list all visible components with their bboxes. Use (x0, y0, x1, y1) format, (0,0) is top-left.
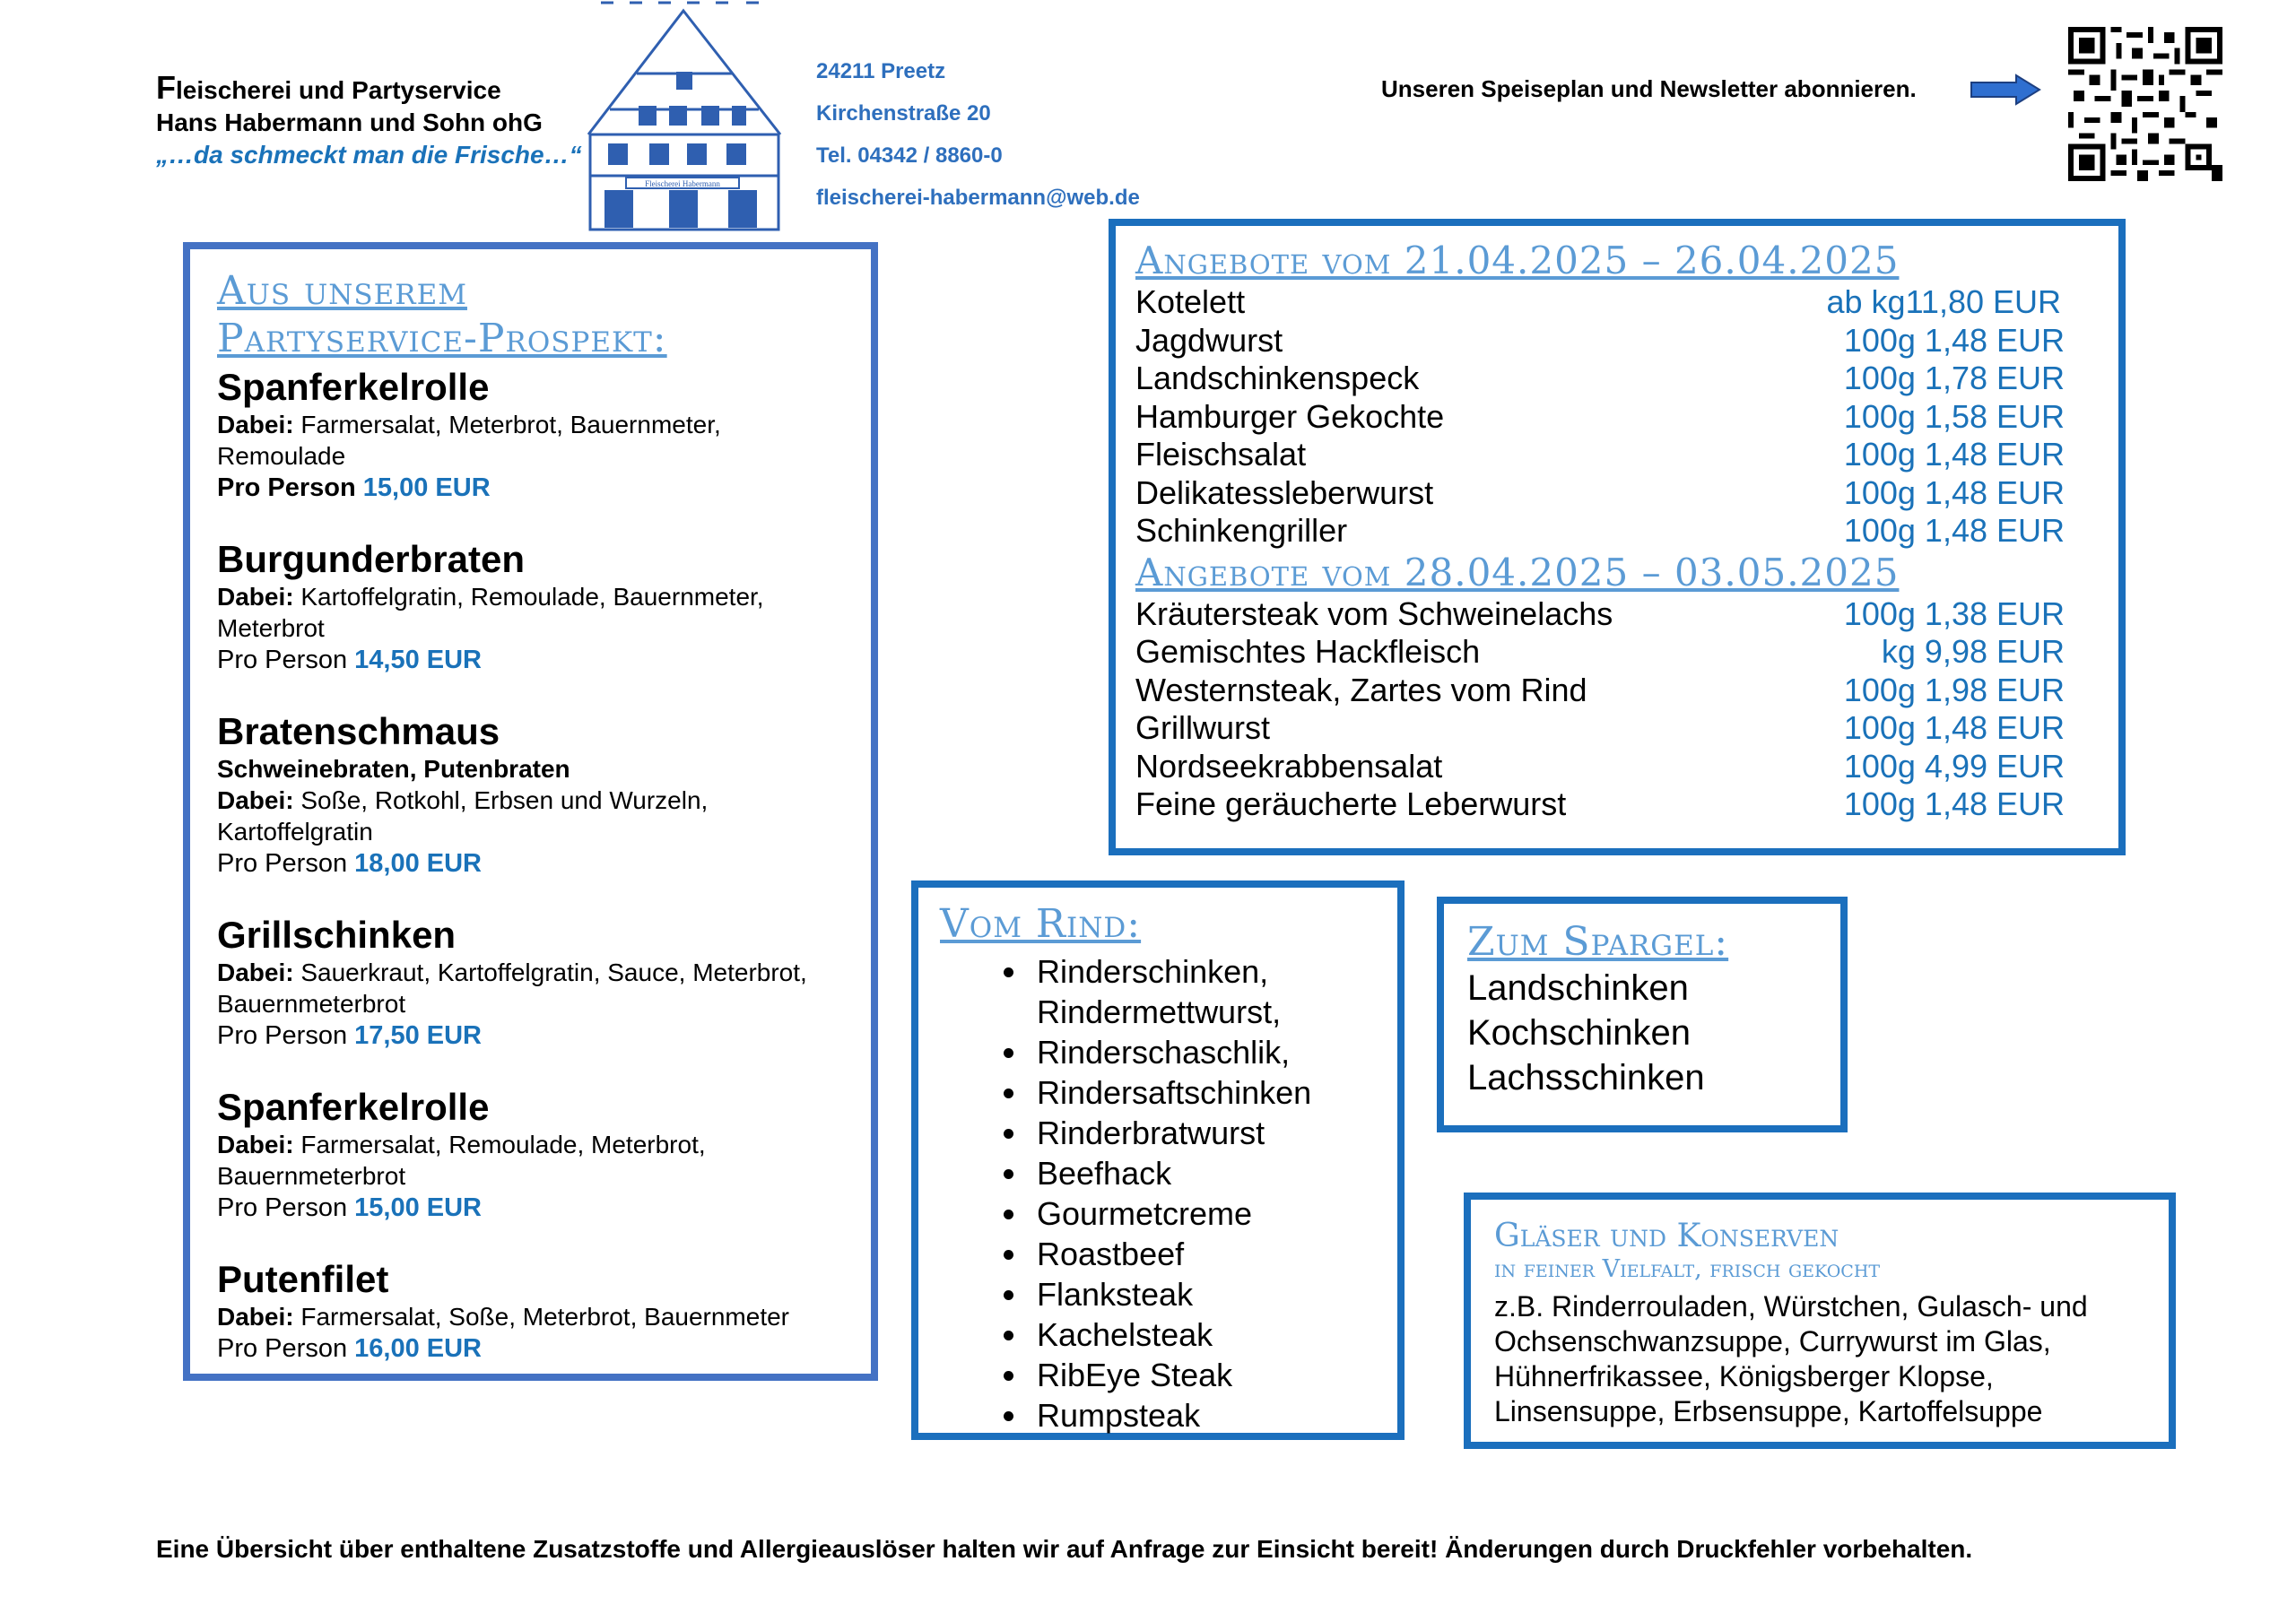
dabei-label: Dabei: (217, 1303, 294, 1331)
price-label: Pro Person (217, 646, 348, 674)
offers-week1-title: Angebote vom 21.04.2025 – 26.04.2025 (1135, 239, 1900, 282)
address-email: fleischerei-habermann@web.de (816, 186, 1140, 210)
party-item (217, 1258, 846, 1365)
party-item-desc (217, 1129, 846, 1192)
offers-box (1109, 219, 2126, 855)
shop-sign-text: Fleischerei Habermann (645, 179, 720, 188)
dabei-label: Dabei: (217, 786, 294, 814)
party-item-name: Spanferkelrolle (217, 1086, 490, 1128)
offer-row (1135, 748, 2093, 786)
list-item: Kochschinken (1467, 1013, 1692, 1053)
party-item-price: 16,00 EUR (354, 1334, 482, 1363)
arrow-right-icon (1970, 74, 2041, 106)
offer-row (1135, 322, 2093, 360)
offer-name: Landschinkenspeck (1135, 360, 1420, 396)
dabei-label: Dabei: (217, 411, 294, 438)
partyservice-title-line1: Aus unserem (217, 268, 467, 314)
party-item-sides: Farmersalat, Soße, Meterbrot, Bauernmeter (293, 1303, 790, 1331)
party-item-name: Spanferkelrolle (217, 366, 490, 408)
price-label: Pro Person (217, 1334, 348, 1363)
offers-week2-title: Angebote vom 28.04.2025 – 03.05.2025 (1135, 550, 1900, 594)
offer-price: 100g 4,99 EUR (1843, 747, 2065, 785)
company-name-rest: leischerei und Partyservice (176, 76, 501, 104)
party-item (217, 1086, 846, 1224)
party-item-sub: Schweinebraten, Putenbraten (217, 755, 570, 783)
offer-name: Westernsteak, Zartes vom Rind (1135, 671, 1587, 708)
list-item: • Roastbeef (1030, 1234, 1397, 1274)
offer-row (1135, 474, 2093, 513)
newsletter-text: Unseren Speiseplan und Newsletter abonnieren. (1381, 75, 1917, 102)
party-item-sides: Soße, Rotkohl, Erbsen und Wurzeln, Kartoffelgratin (217, 786, 709, 846)
price-label: Pro Person (217, 1021, 348, 1050)
offer-name: Gemischtes Hackfleisch (1135, 633, 1481, 670)
party-item-price: 15,00 EUR (354, 1193, 482, 1222)
dabei-label: Dabei: (217, 1131, 294, 1158)
offer-price: 100g 1,48 EUR (1843, 473, 2065, 511)
list-item: • RibEye Steak (1030, 1355, 1397, 1395)
company-name-line2: Hans Habermann und Sohn ohG (156, 108, 543, 136)
vom-rind-title: Vom Rind: (940, 901, 1142, 947)
company-header (156, 69, 582, 171)
party-item-name: Grillschinken (217, 914, 457, 956)
offer-row (1135, 709, 2093, 748)
offer-name: Feine geräucherte Leberwurst (1135, 785, 1567, 822)
address-block (816, 50, 1140, 219)
list-item: • Rindersaftschinken (1030, 1072, 1397, 1113)
house-logo (583, 0, 798, 235)
company-initial: F (156, 69, 176, 106)
vom-rind-list (940, 951, 1397, 1436)
party-item-desc (217, 581, 846, 644)
list-item: • Kachelsteak (1030, 1314, 1397, 1355)
offer-name: Delikatessleberwurst (1135, 473, 1434, 511)
party-item-desc (217, 1301, 846, 1332)
party-item-price: 14,50 EUR (354, 646, 482, 674)
party-item-sides: Farmersalat, Remoulade, Meterbrot, Bauernmeterbrot (217, 1131, 706, 1190)
party-item-price-line (217, 847, 846, 880)
offer-name: Kotelett (1135, 283, 1246, 320)
party-item (217, 710, 846, 880)
partyservice-title-line2: Partyservice-Prospekt: (217, 316, 667, 361)
party-item-desc (217, 957, 846, 1019)
party-item-price: 18,00 EUR (354, 849, 482, 878)
party-item-price-line (217, 472, 846, 504)
party-item (217, 538, 846, 676)
party-item-price-line (217, 1019, 846, 1052)
offer-price: 100g 1,48 EUR (1843, 709, 2065, 746)
footer-disclaimer: Eine Übersicht über enthaltene Zusatzstoffe und Allergieauslöser halten wir auf Anfrage zur Einsicht bereit! Änderungen durch Druckfehler vorbehalten. (156, 1535, 1973, 1563)
partyservice-title (217, 267, 846, 362)
glaeser-title: Gläser und Konserven (1494, 1218, 1839, 1254)
list-item: Lachsschinken (1467, 1058, 1705, 1097)
dabei-label: Dabei: (217, 583, 294, 611)
qr-code-icon[interactable] (2068, 27, 2222, 181)
dabei-label: Dabei: (217, 958, 294, 986)
party-item-price: 17,50 EUR (354, 1021, 482, 1050)
offer-price: ab kg11,80 EUR (1826, 283, 2061, 320)
glaeser-box (1464, 1193, 2176, 1449)
offer-price: 100g 1,38 EUR (1843, 594, 2065, 632)
offer-price: 100g 1,48 EUR (1843, 512, 2065, 549)
offer-price: kg 9,98 EUR (1881, 633, 2065, 670)
zum-spargel-title: Zum Spargel: (1467, 919, 1729, 965)
price-label: Pro Person (217, 1193, 348, 1222)
offer-row (1135, 595, 2093, 634)
partyservice-box (183, 242, 878, 1381)
list-item: • Rinderschinken, Rindermettwurst, (1030, 951, 1306, 1032)
offer-name: Kräutersteak vom Schweinelachs (1135, 594, 1613, 632)
glaeser-text: z.B. Rinderrouladen, Würstchen, Gulasch- und Ochsenschwanzsuppe, Currywurst im Glas, Hühnerfrikassee, Königsberger Klopse, Linsensuppe, Erbsensuppe, Kartoffelsuppe (1494, 1290, 2088, 1427)
zum-spargel-box (1437, 897, 1848, 1132)
address-street: Kirchenstraße 20 (816, 101, 991, 126)
list-item: • Rinderbratwurst (1030, 1113, 1397, 1153)
party-item (217, 366, 846, 504)
party-item-desc (217, 785, 846, 847)
offer-row (1135, 672, 2093, 710)
company-slogan: „…da schmeckt man die Frische…“ (156, 141, 582, 169)
party-item-price-line (217, 644, 846, 676)
list-item: • Rinderschaschlik, (1030, 1032, 1397, 1072)
offer-name: Fleischsalat (1135, 436, 1307, 473)
list-item: • Flanksteak (1030, 1274, 1397, 1314)
address-phone: Tel. 04342 / 8860-0 (816, 143, 1003, 168)
offer-name: Grillwurst (1135, 709, 1270, 746)
party-item-desc (217, 409, 846, 472)
offer-row (1135, 633, 2093, 672)
list-item: • Rumpsteak (1030, 1395, 1397, 1436)
party-item-price-line (217, 1192, 846, 1224)
party-item-name: Bratenschmaus (217, 710, 500, 752)
price-label: Pro Person (217, 849, 348, 878)
party-item-price: 15,00 EUR (362, 473, 491, 502)
offer-name: Hamburger Gekochte (1135, 397, 1445, 435)
list-item: • Gourmetcreme (1030, 1193, 1397, 1234)
offer-name: Schinkengriller (1135, 512, 1348, 549)
offer-price: 100g 1,58 EUR (1843, 397, 2065, 435)
offer-price: 100g 1,48 EUR (1843, 785, 2065, 822)
party-item (217, 914, 846, 1052)
offer-row (1135, 512, 2093, 551)
offer-price: 100g 1,78 EUR (1843, 360, 2065, 396)
party-item-name: Putenfilet (217, 1258, 389, 1300)
offer-price: 100g 1,48 EUR (1843, 436, 2065, 473)
offer-name: Jagdwurst (1135, 321, 1283, 359)
glaeser-subtitle: in feiner Vielfalt, frisch gekocht (1494, 1255, 1881, 1283)
address-postal: 24211 Preetz (816, 59, 946, 83)
company-name-line1 (156, 69, 582, 107)
party-item-sides: Farmersalat, Meterbrot, Bauernmeter, Remoulade (217, 411, 721, 470)
party-item-name: Burgunderbraten (217, 538, 526, 580)
offer-price: 100g 1,98 EUR (1843, 671, 2065, 708)
party-item-sides: Sauerkraut, Kartoffelgratin, Sauce, Meterbrot, Bauernmeterbrot (217, 958, 807, 1018)
offer-row (1135, 360, 2093, 398)
party-item-price-line (217, 1332, 846, 1365)
party-item-sides: Kartoffelgratin, Remoulade, Bauernmeter, Meterbrot (217, 583, 764, 642)
price-label: Pro Person (217, 473, 356, 502)
vom-rind-box (911, 880, 1405, 1440)
offer-price: 100g 1,48 EUR (1843, 321, 2065, 359)
list-item: • Beefhack (1030, 1153, 1397, 1193)
offer-row (1135, 398, 2093, 437)
offer-row (1135, 785, 2093, 824)
offer-name: Nordseekrabbensalat (1135, 747, 1443, 785)
offer-row (1135, 436, 2093, 474)
list-item: Landschinken (1467, 968, 1689, 1008)
offer-row (1135, 283, 2093, 322)
